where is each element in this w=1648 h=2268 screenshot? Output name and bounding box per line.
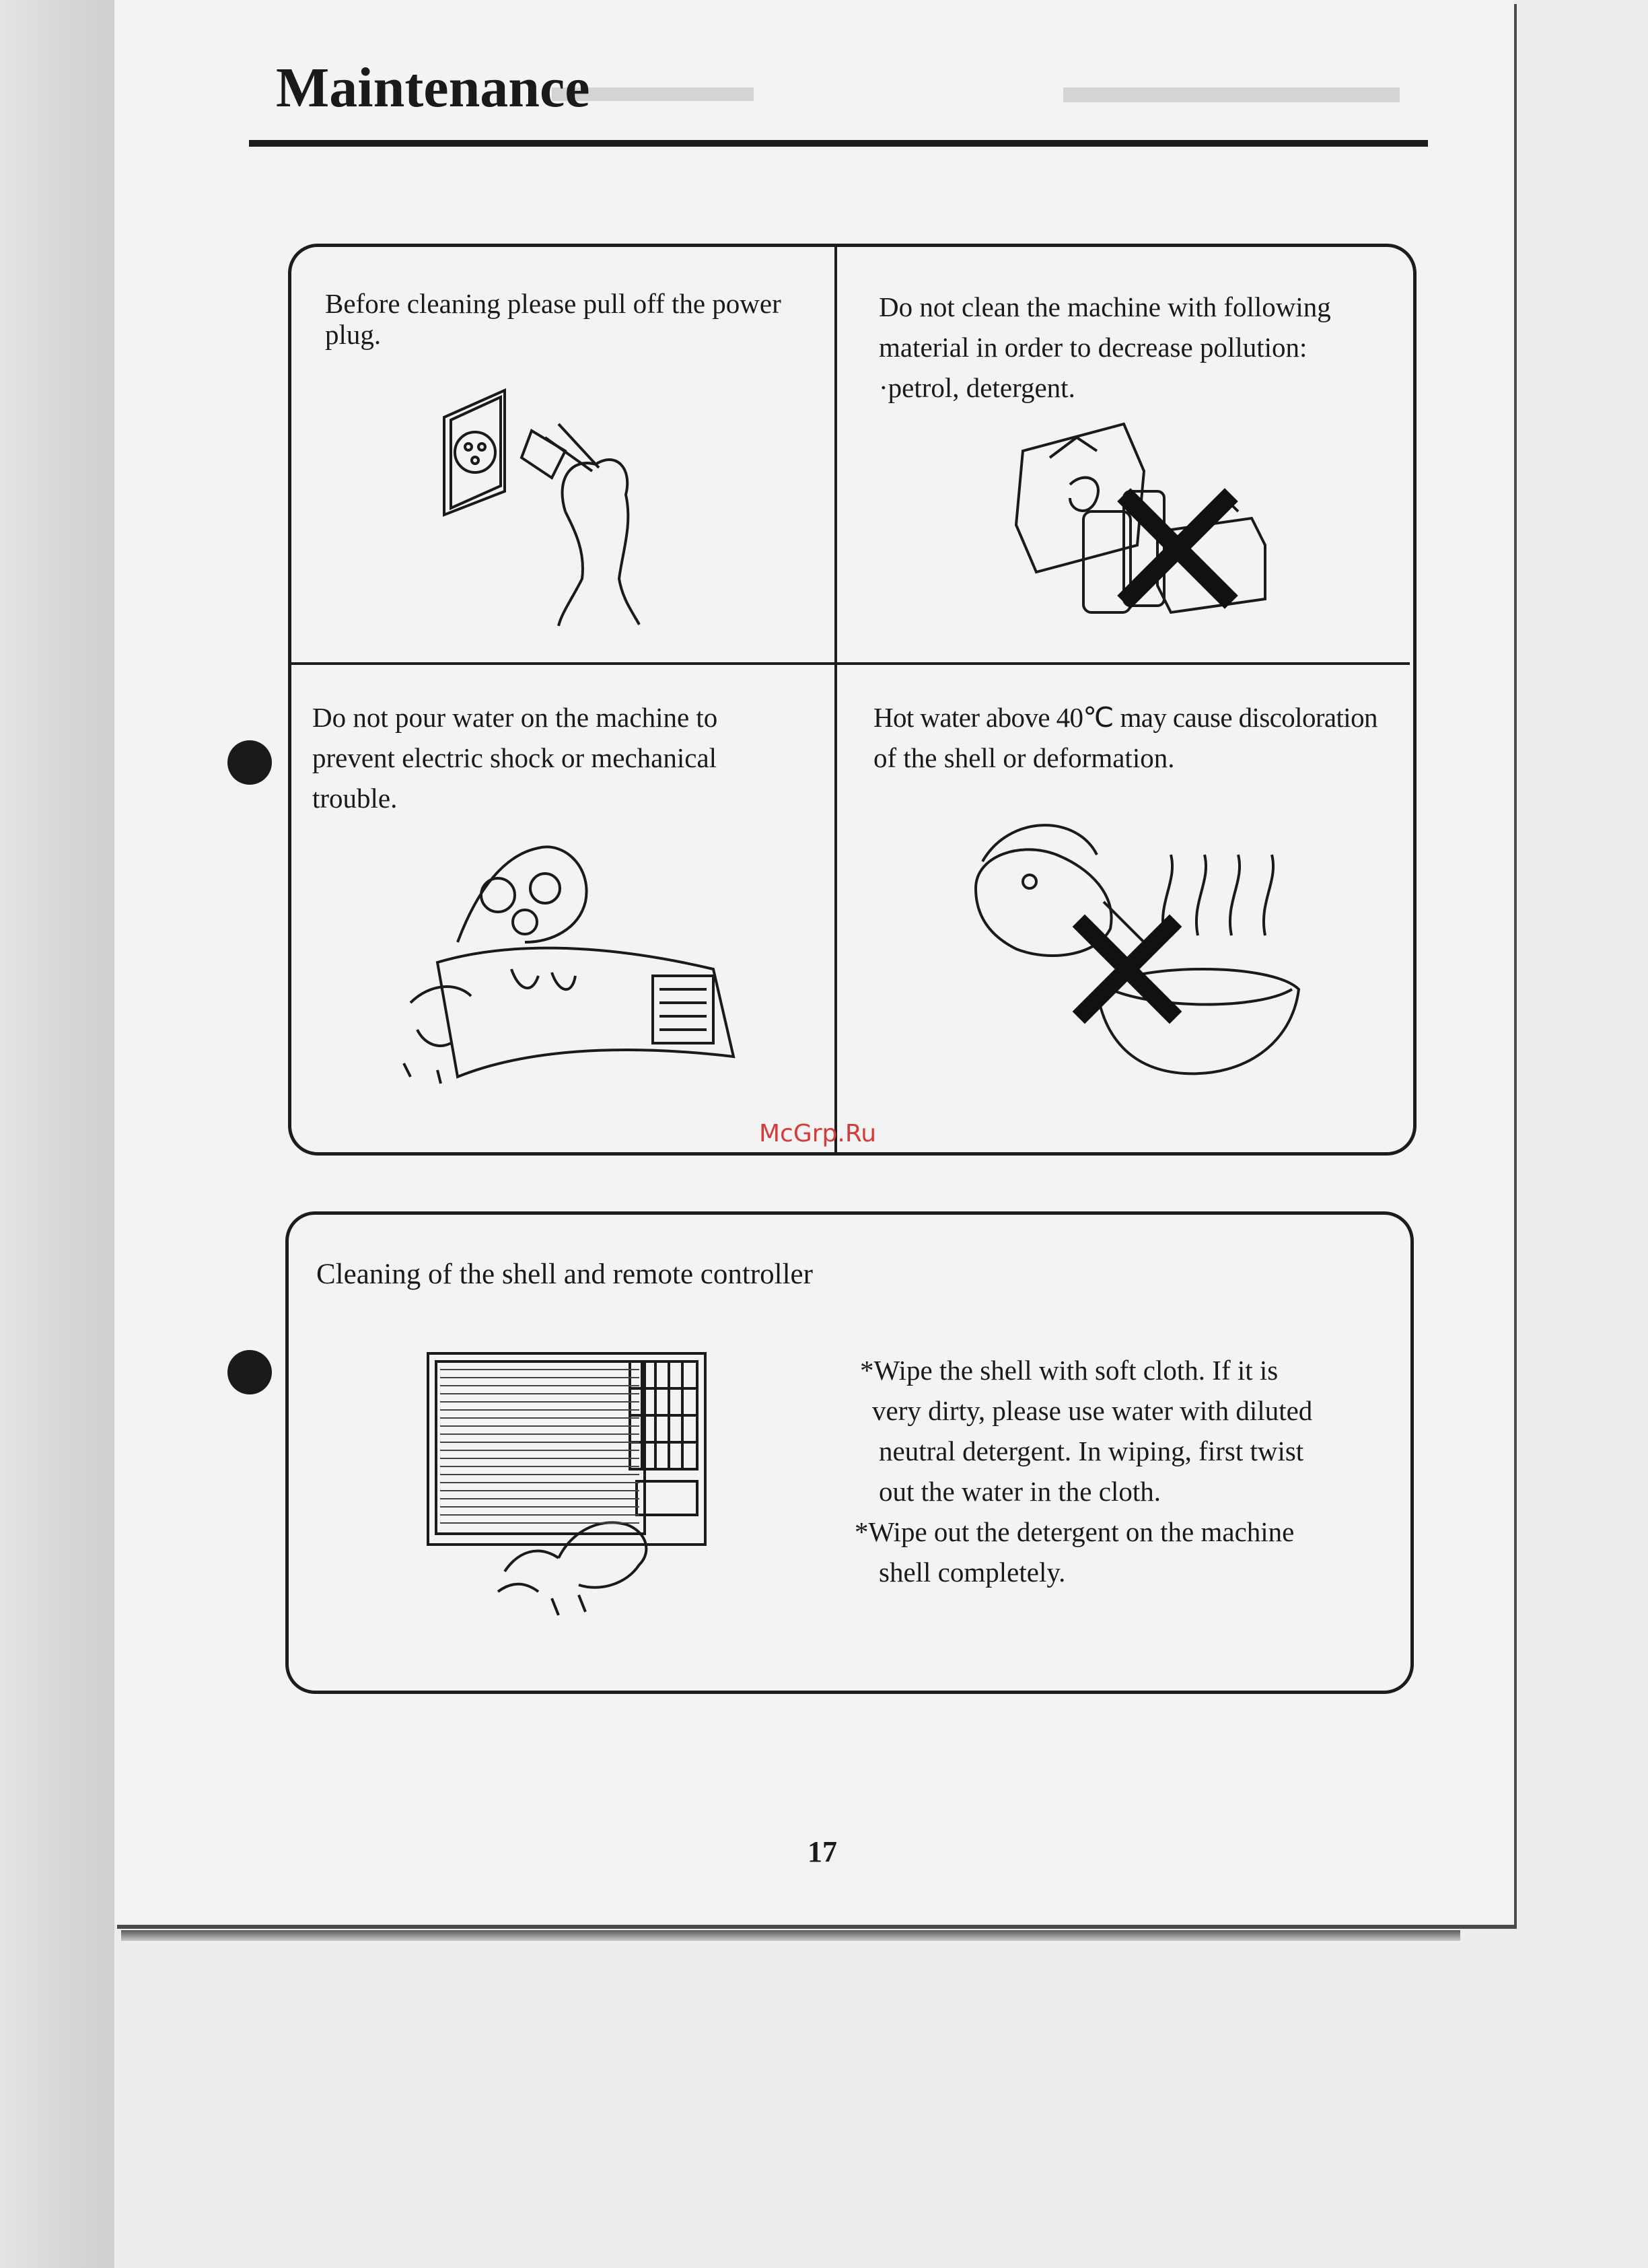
- tip2-line2: shell completely.: [879, 1557, 1066, 1588]
- punch-hole-2: [227, 1350, 272, 1394]
- no-water-line1: Do not pour water on the machine to: [312, 702, 718, 733]
- ac-unit-wiping-icon: [424, 1349, 720, 1619]
- tip1-line4: out the water in the cloth.: [879, 1476, 1161, 1507]
- tip1-line1: *Wipe the shell with soft cloth. If it is: [860, 1355, 1279, 1386]
- hot-water-line2: of the shell or deformation.: [873, 742, 1175, 773]
- no-water-line3: trouble.: [312, 783, 398, 814]
- prohibited-x-icon-2: [1077, 919, 1178, 1020]
- tip1-line2: very dirty, please use water with diluted: [872, 1395, 1313, 1426]
- precautions-horizontal-divider: [289, 662, 1410, 665]
- water-pouring-icon: [397, 828, 740, 1084]
- prohibited-x-icon: [1120, 491, 1235, 606]
- punch-hole-1: [227, 740, 272, 785]
- tip2-line1: *Wipe out the detergent on the machine: [855, 1516, 1295, 1547]
- no-water-line2: prevent electric shock or mechanical: [312, 742, 717, 773]
- tip1-line3: neutral detergent. In wiping, first twist: [879, 1436, 1304, 1466]
- materials-line3: ·petrol, detergent.: [879, 372, 1075, 403]
- title-rule: [249, 140, 1428, 147]
- page-number: 17: [808, 1835, 837, 1868]
- unplug-text: Before cleaning please pull off the power plug.: [325, 288, 781, 350]
- precautions-vertical-divider: [834, 244, 837, 1152]
- scan-margin: [0, 0, 114, 2268]
- cleaning-heading: Cleaning of the shell and remote controller: [316, 1259, 813, 1290]
- materials-line2: material in order to decrease pollution:: [879, 332, 1307, 363]
- page-edge-shadow: [121, 1930, 1460, 1941]
- hot-water-line1: Hot water above 40℃ may cause discoloration: [873, 702, 1377, 733]
- power-plug-icon: [431, 377, 686, 633]
- materials-line1: Do not clean the machine with following: [879, 291, 1331, 322]
- watermark: McGrp.Ru: [759, 1120, 877, 1147]
- page-title: Maintenance: [276, 57, 590, 119]
- bleed-through-ghost-right: [1063, 67, 1400, 135]
